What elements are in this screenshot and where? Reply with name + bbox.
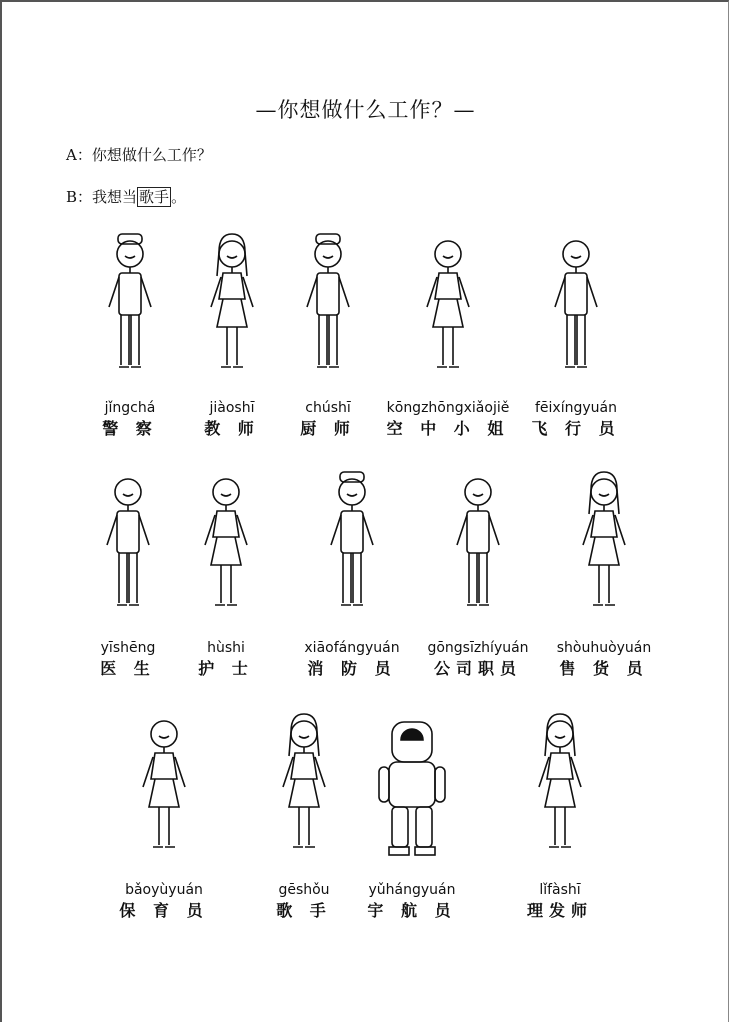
- job-hanzi: 消 防 员: [307, 659, 397, 678]
- job-hanzi: 空 中 小 姐: [386, 419, 510, 438]
- chef-figure-icon: [293, 232, 363, 382]
- dialog-line-a: [66, 144, 212, 165]
- job-hanzi: 警 察: [102, 419, 158, 438]
- job-pinyin: yīshēng: [100, 640, 156, 656]
- job-hanzi: 公司职员: [433, 659, 522, 678]
- job-pinyin: gēshǒu: [278, 882, 330, 898]
- job-pinyin: kōngzhōngxiǎojiě: [386, 400, 510, 416]
- job-hanzi: 售 货 员: [559, 659, 649, 678]
- job-hanzi: 歌 手: [276, 901, 332, 920]
- nurse-figure-icon: [191, 470, 261, 620]
- job-pinyin: fēixíngyuán: [535, 400, 617, 416]
- job-pinyin: hùshi: [207, 640, 245, 656]
- job-pinyin: gōngsīzhíyuán: [427, 640, 529, 656]
- job-hanzi: 理发师: [526, 901, 593, 920]
- job-pinyin: jǐngchá: [104, 400, 156, 416]
- dialog-a-text: 你想做什么工作？: [91, 146, 212, 164]
- job-pinyin: chúshī: [305, 400, 351, 416]
- job-hanzi: 厨 师: [300, 419, 356, 438]
- page-title: —你想做什么工作？—: [255, 98, 476, 122]
- teacher-figure-icon: [197, 232, 267, 382]
- job-pinyin: lǐfàshī: [539, 882, 581, 898]
- nanny-figure-icon: [129, 712, 199, 862]
- doctor-figure-icon: [93, 470, 163, 620]
- police-figure-icon: [95, 232, 165, 382]
- job-pinyin: shòuhuòyuán: [556, 640, 652, 656]
- firefighter-figure-icon: [317, 470, 387, 620]
- pilot-figure-icon: [541, 232, 611, 382]
- job-hanzi: 飞 行 员: [531, 419, 621, 438]
- flight-attendant-figure-icon: [413, 232, 483, 382]
- barber-figure-icon: [525, 712, 595, 862]
- job-hanzi: 护 士: [198, 659, 254, 678]
- job-hanzi: 保 育 员: [119, 901, 209, 920]
- dialog-b-suffix: 。: [171, 188, 187, 206]
- office-worker-figure-icon: [443, 470, 513, 620]
- job-pinyin: bǎoyùyuán: [125, 882, 203, 898]
- dialog-b-boxed-word: 歌手: [139, 188, 170, 206]
- salesperson-figure-icon: [569, 470, 639, 620]
- job-pinyin: yǔhángyuán: [368, 882, 456, 898]
- astronaut-figure-icon: [377, 712, 447, 862]
- dialog-b-prefix: 我想当: [92, 188, 138, 206]
- job-hanzi: 医 生: [100, 659, 156, 678]
- job-pinyin: xiāofángyuán: [304, 640, 400, 656]
- job-hanzi: 教 师: [204, 419, 260, 438]
- dialog-a-label: A：: [66, 146, 92, 164]
- dialog-line-b: [66, 186, 186, 207]
- dialog-b-label: B：: [66, 188, 93, 206]
- singer-figure-icon: [269, 712, 339, 862]
- job-pinyin: jiàoshī: [209, 400, 255, 416]
- job-hanzi: 宇 航 员: [367, 901, 457, 920]
